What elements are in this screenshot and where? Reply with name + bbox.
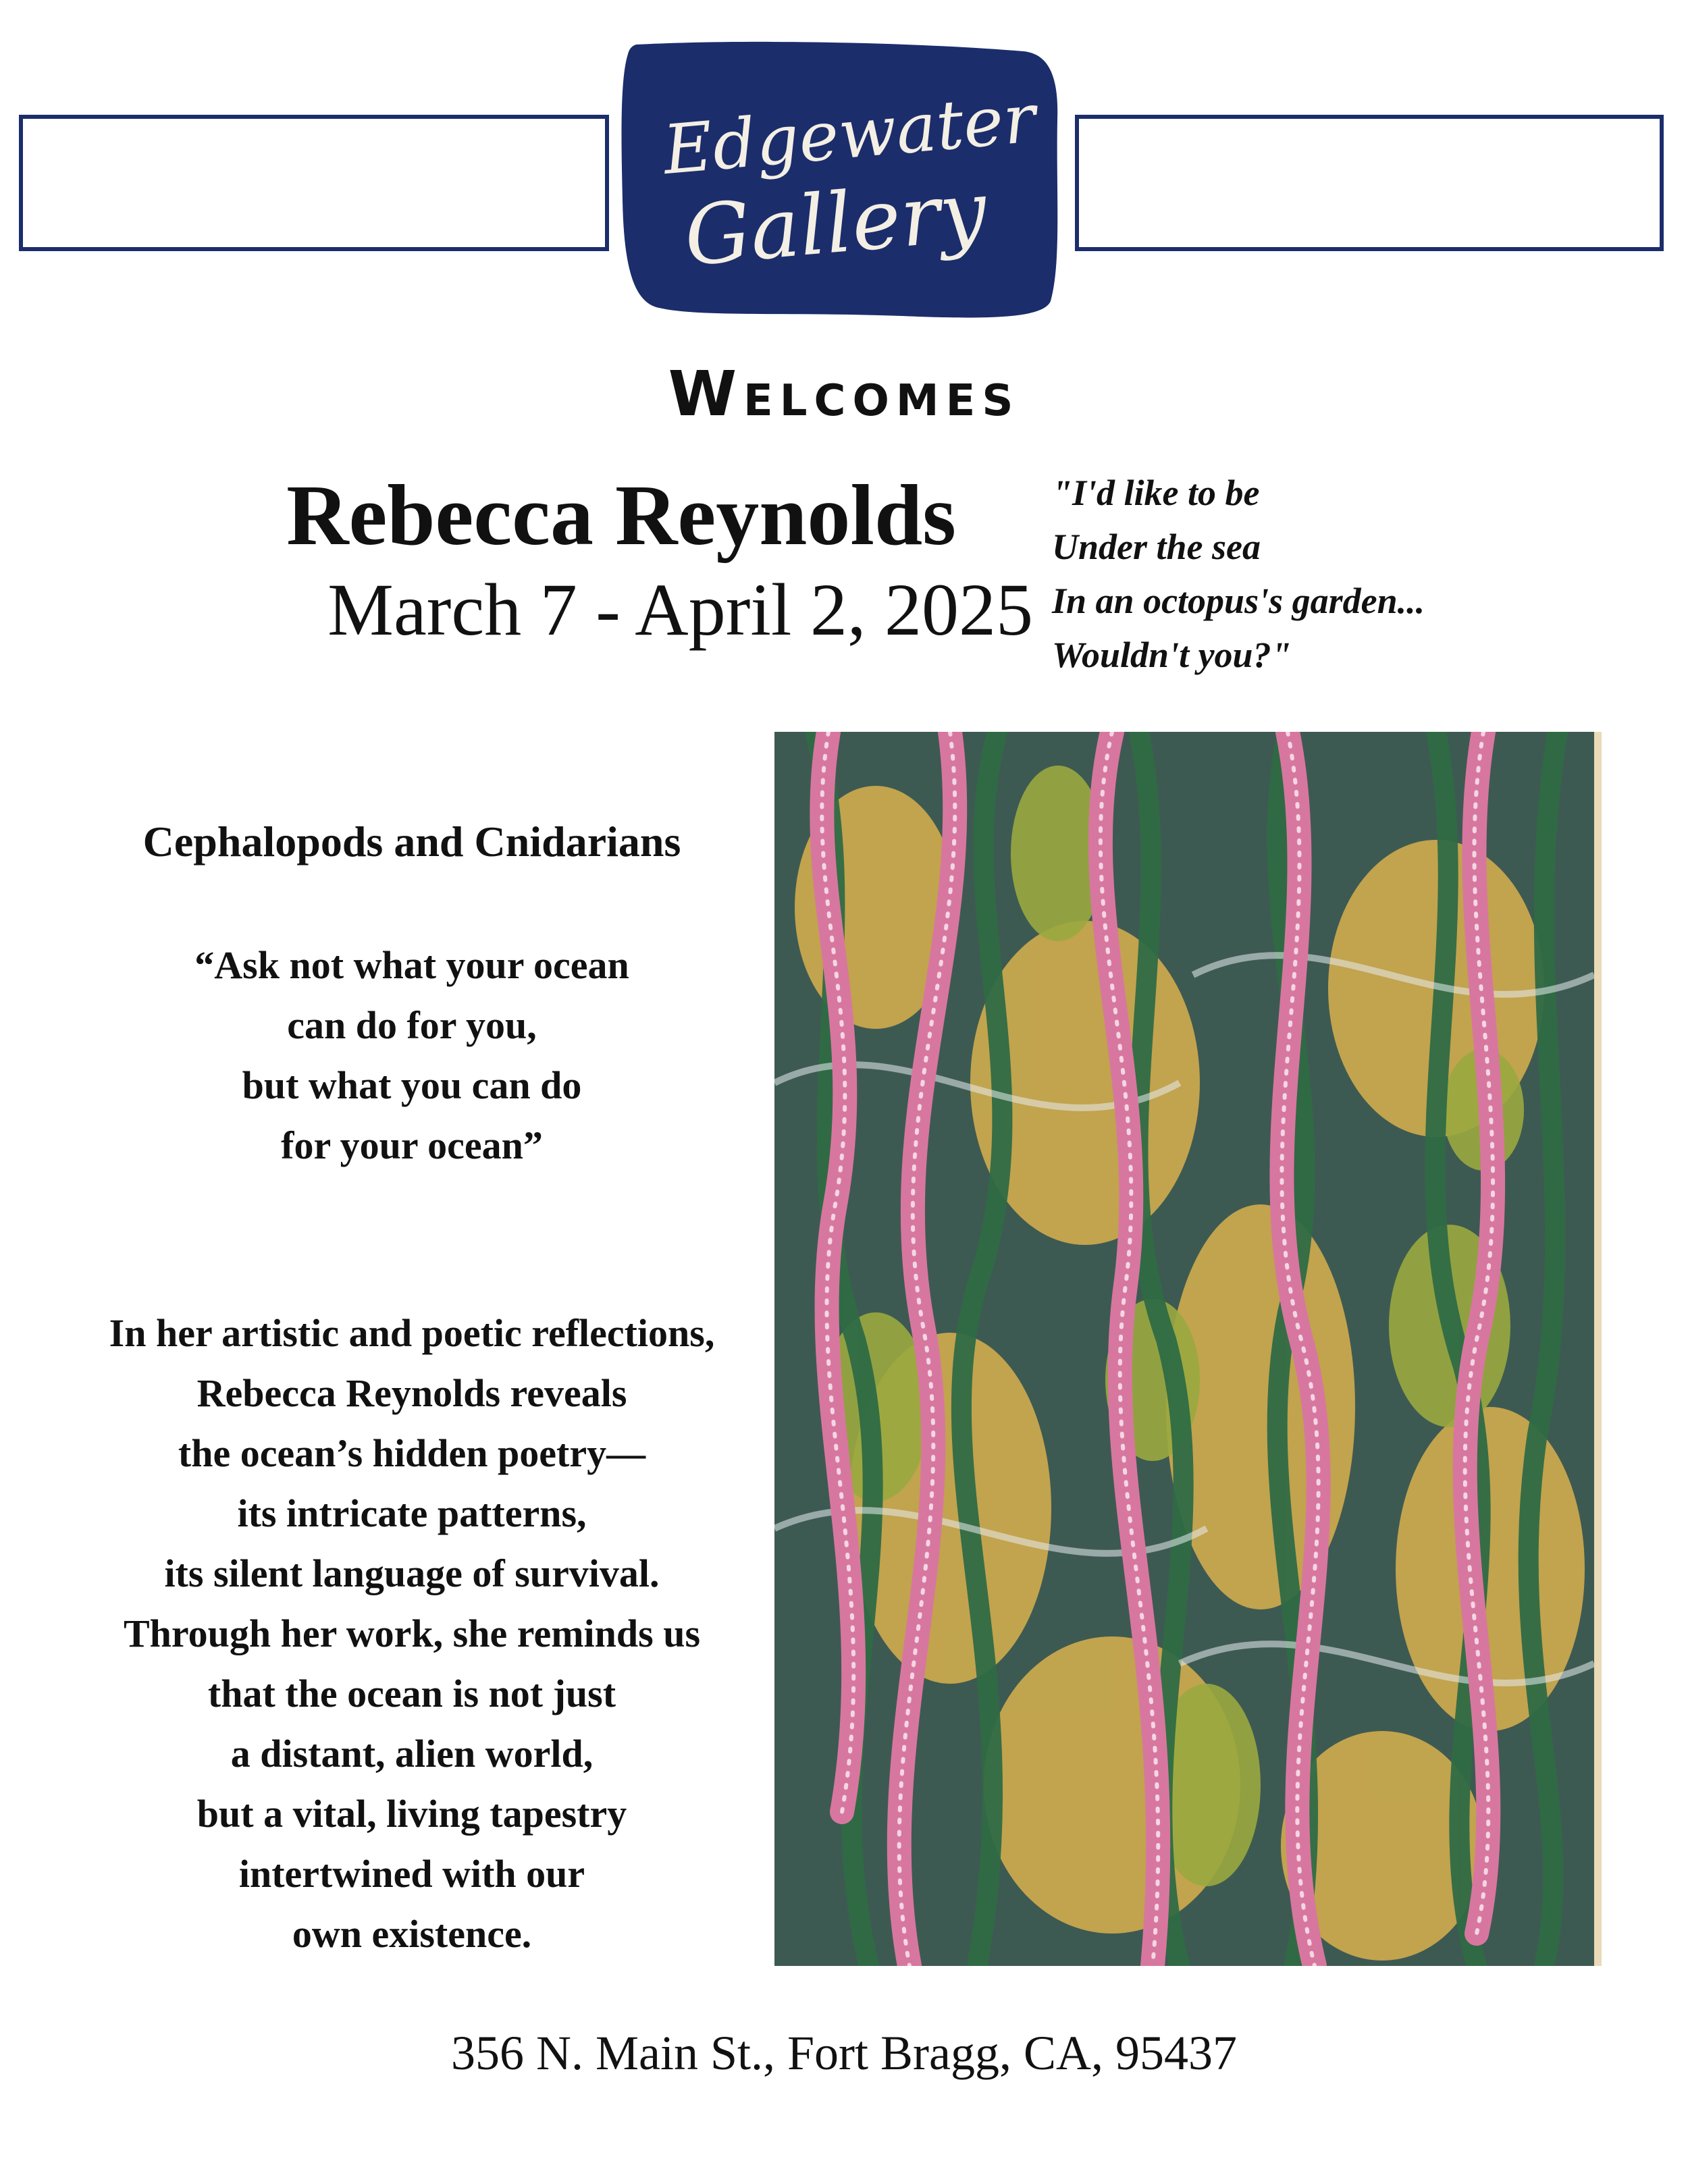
ocean-quote [74,935,749,1175]
header-band-right [1075,115,1664,251]
statement-line: In her artistic and poetic reflections, [109,1311,715,1355]
logo-line2: Gallery [681,162,991,285]
lyric-line: In an octopus's garden... [1052,581,1425,621]
statement-line: its silent language of survival. [164,1551,660,1595]
welcomes-heading: Welcomes [668,358,1020,430]
artist-name: Rebecca Reynolds [286,467,956,563]
statement-line: its intricate patterns, [237,1491,587,1535]
statement-line: Through her work, she reminds us [123,1612,701,1655]
statement-line: intertwined with our [238,1852,585,1896]
header-band-left [19,115,609,251]
lyric-quote [1052,466,1525,682]
lyric-line: "I'd like to be [1052,473,1260,513]
quote-line: but what you can do [242,1063,582,1107]
lyric-line: Wouldn't you?" [1052,635,1292,675]
statement-line: own existence. [292,1912,532,1956]
lyric-line: Under the sea [1052,527,1261,567]
statement-line: a distant, alien world, [230,1732,594,1776]
quote-line: can do for you, [287,1003,537,1047]
exhibition-dates [243,567,1033,653]
exhibition-subtitle: Cephalopods and Cnidarians [142,818,681,865]
statement-line: that the ocean is not just [207,1672,616,1715]
artist-statement [74,1303,749,1964]
statement-line: Rebecca Reynolds reveals [196,1371,627,1415]
statement-line: the ocean’s hidden poetry— [178,1431,646,1475]
gallery-logo [618,39,1061,321]
statement-line: but a vital, living tapestry [196,1792,627,1836]
quote-line: “Ask not what your ocean [194,943,629,987]
dates-text: March 7 - April 2, 2025 [327,568,1033,651]
logo-line1: Edgewater [660,78,1039,190]
artwork-painting [774,732,1602,1966]
quote-line: for your ocean” [281,1123,543,1167]
gallery-address: 356 N. Main St., Fort Bragg, CA, 95437 [450,2026,1238,2080]
